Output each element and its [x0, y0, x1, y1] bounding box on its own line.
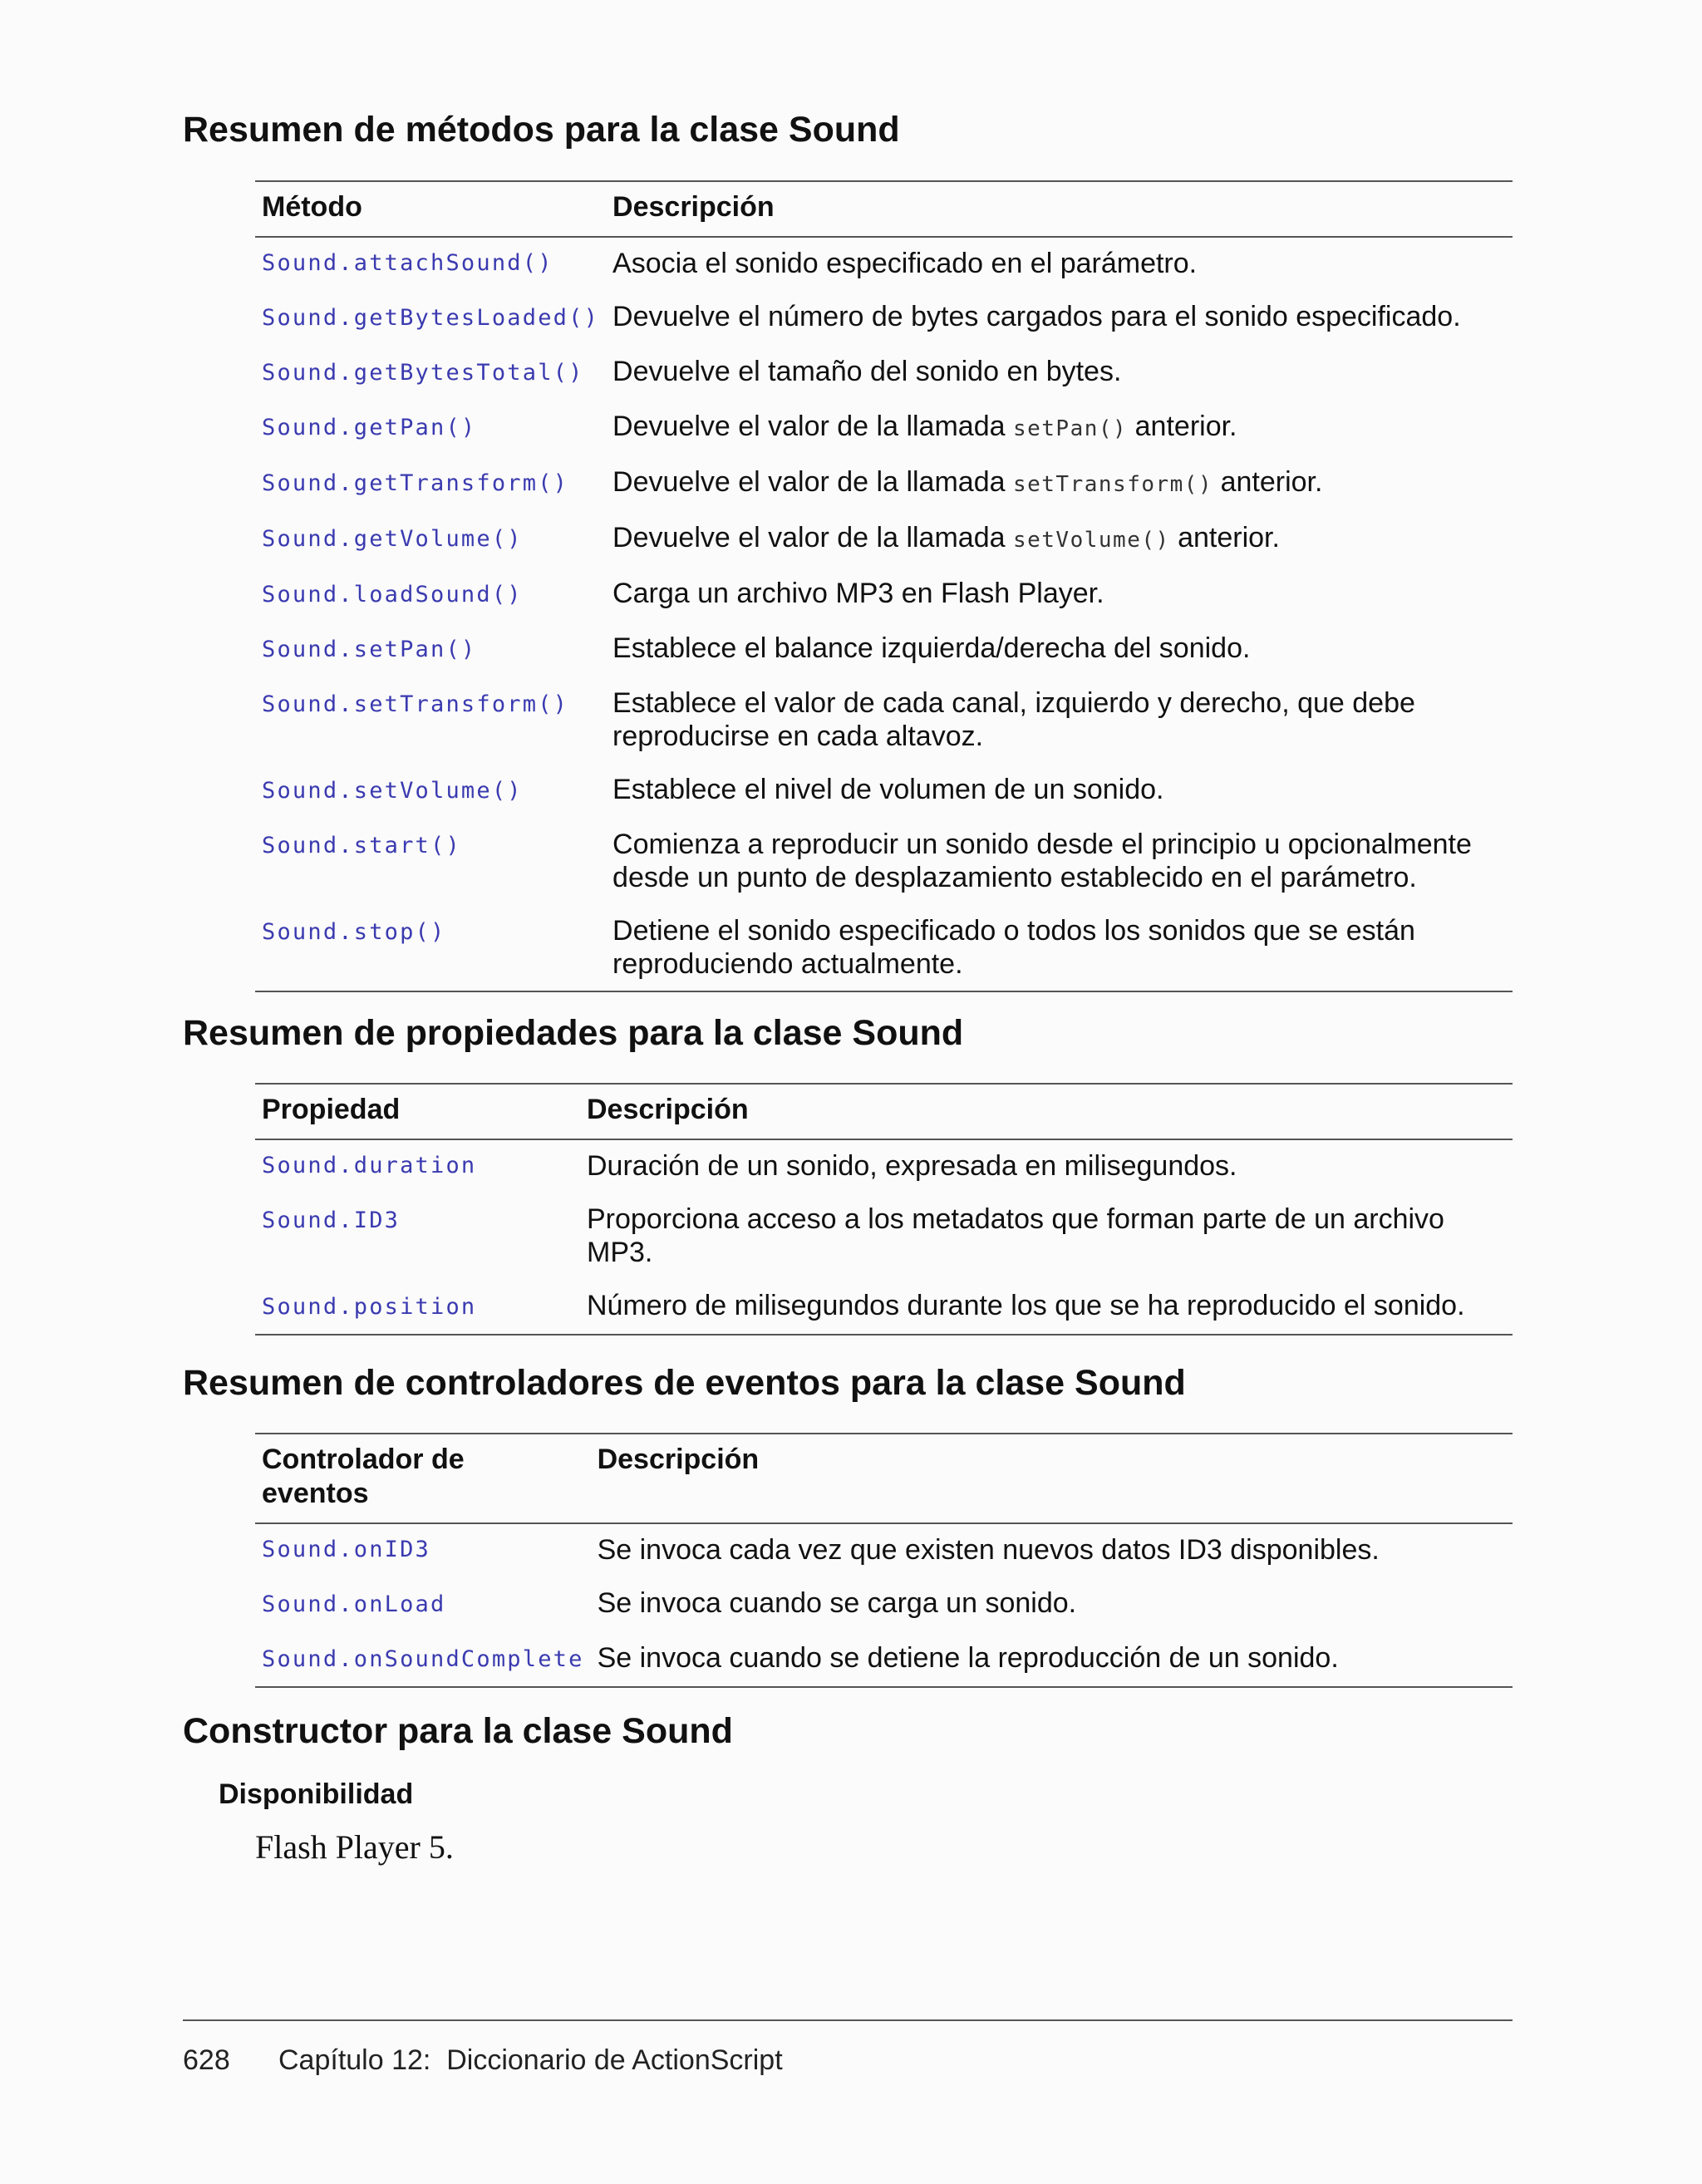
property-description — [580, 1193, 1513, 1279]
event-description: Se invoca cuando se carga un sonido. — [597, 1587, 1077, 1619]
property-name[interactable]: Sound.position — [262, 1294, 477, 1320]
inline-code: setVolume() — [1012, 528, 1170, 553]
method-name[interactable]: Sound.getBytesLoaded() — [262, 305, 600, 331]
desc-line: Detiene el sonido especificado o todos los sonidos que se están — [612, 915, 1415, 947]
method-description — [606, 400, 1513, 455]
table-row — [255, 1523, 1513, 1577]
properties-header-row — [255, 1084, 1513, 1139]
table-row — [255, 1577, 1513, 1631]
chapter-title: Capítulo 12: Diccionario de ActionScript — [278, 2044, 783, 2076]
method-name[interactable]: Sound.setVolume() — [262, 778, 523, 804]
constructor-section-title: Constructor para la clase Sound — [183, 1711, 733, 1751]
table-row — [255, 622, 1513, 676]
property-description: Número de milisegundos durante los que se ha reproducido el sonido. — [587, 1290, 1465, 1321]
inline-code: setPan() — [1012, 416, 1128, 441]
table-row — [255, 400, 1513, 455]
table-row — [255, 1631, 1513, 1687]
table-row — [255, 1139, 1513, 1193]
method-name[interactable]: Sound.stop() — [262, 919, 446, 945]
availability-heading: Disponibilidad — [219, 1778, 414, 1810]
method-description: Asocia el sonido especificado en el parámetro. — [612, 248, 1198, 279]
events-table — [255, 1433, 1513, 1688]
method-name[interactable]: Sound.getBytesTotal() — [262, 360, 584, 386]
properties-section-title: Resumen de propiedades para la clase Sound — [183, 1013, 964, 1053]
methods-col-description: Descripción — [612, 191, 775, 223]
method-description: Devuelve el tamaño del sonido en bytes. — [612, 356, 1122, 387]
table-row — [255, 345, 1513, 400]
header-line: eventos — [262, 1478, 369, 1509]
method-name[interactable]: Sound.getTransform() — [262, 470, 569, 496]
desc-text: Devuelve el valor de la llamada — [612, 522, 1013, 553]
event-name[interactable]: Sound.onLoad — [262, 1591, 446, 1617]
event-description: Se invoca cuando se detiene la reproducción de un sonido. — [597, 1642, 1339, 1674]
desc-line: Comienza a reproducir un sonido desde el principio u opcionalmente — [612, 829, 1472, 860]
table-row — [255, 676, 1513, 763]
table-row — [255, 567, 1513, 622]
table-row — [255, 818, 1513, 904]
events-section-title: Resumen de controladores de eventos para la clase Sound — [183, 1363, 1186, 1403]
event-description: Se invoca cada vez que existen nuevos datos ID3 disponibles. — [597, 1534, 1380, 1566]
method-description — [606, 676, 1513, 763]
events-header-row — [255, 1434, 1513, 1523]
method-name[interactable]: Sound.start() — [262, 833, 461, 858]
desc-line: desde un punto de desplazamiento establecido en el parámetro. — [612, 862, 1417, 893]
table-row — [255, 1193, 1513, 1279]
method-name[interactable]: Sound.getVolume() — [262, 526, 523, 552]
table-row — [255, 511, 1513, 567]
footer-divider — [183, 2019, 1513, 2021]
desc-text: anterior. — [1127, 411, 1237, 442]
desc-text: anterior. — [1169, 522, 1280, 553]
method-description — [606, 455, 1513, 511]
page-number: 628 — [183, 2044, 230, 2076]
inline-code: setTransform() — [1012, 472, 1213, 497]
property-name[interactable]: Sound.ID3 — [262, 1208, 401, 1233]
desc-line: reproduciendo actualmente. — [612, 948, 963, 980]
properties-table — [255, 1083, 1513, 1335]
method-description — [606, 904, 1513, 991]
event-name[interactable]: Sound.onID3 — [262, 1537, 431, 1562]
method-description: Establece el nivel de volumen de un sonido. — [612, 774, 1164, 805]
events-col-description: Descripción — [597, 1444, 760, 1475]
desc-text: anterior. — [1213, 466, 1323, 498]
header-line: Controlador de — [262, 1444, 465, 1475]
desc-line: reproducirse en cada altavoz. — [612, 721, 984, 752]
method-description — [606, 511, 1513, 567]
method-name[interactable]: Sound.setTransform() — [262, 691, 569, 717]
methods-table — [255, 180, 1513, 992]
event-name[interactable]: Sound.onSoundComplete — [262, 1646, 584, 1672]
events-col-handler — [255, 1434, 591, 1523]
method-name[interactable]: Sound.attachSound() — [262, 250, 553, 276]
availability-value: Flash Player 5. — [255, 1828, 454, 1866]
properties-col-property: Propiedad — [262, 1094, 401, 1125]
desc-text: Devuelve el valor de la llamada — [612, 466, 1013, 498]
table-row — [255, 904, 1513, 991]
property-description: Duración de un sonido, expresada en milisegundos. — [587, 1150, 1237, 1182]
method-name[interactable]: Sound.getPan() — [262, 415, 477, 440]
table-row — [255, 237, 1513, 290]
desc-line: Establece el valor de cada canal, izquierdo y derecho, que debe — [612, 687, 1415, 719]
method-description — [606, 818, 1513, 904]
desc-line: MP3. — [587, 1237, 653, 1268]
properties-col-description: Descripción — [587, 1094, 749, 1125]
desc-line: Proporciona acceso a los metadatos que forman parte de un archivo — [587, 1203, 1444, 1235]
table-row — [255, 455, 1513, 511]
method-description: Devuelve el número de bytes cargados para el sonido especificado. — [612, 301, 1461, 332]
method-name[interactable]: Sound.setPan() — [262, 637, 477, 662]
methods-section-title: Resumen de métodos para la clase Sound — [183, 110, 900, 150]
methods-col-method: Método — [262, 191, 362, 223]
method-description: Establece el balance izquierda/derecha del sonido. — [612, 632, 1251, 664]
table-row — [255, 290, 1513, 345]
page-footer — [183, 2044, 783, 2077]
method-name[interactable]: Sound.loadSound() — [262, 582, 523, 607]
table-row — [255, 1279, 1513, 1335]
method-description: Carga un archivo MP3 en Flash Player. — [612, 578, 1104, 609]
property-name[interactable]: Sound.duration — [262, 1153, 477, 1178]
methods-header-row — [255, 181, 1513, 237]
table-row — [255, 763, 1513, 818]
desc-text: Devuelve el valor de la llamada — [612, 411, 1013, 442]
